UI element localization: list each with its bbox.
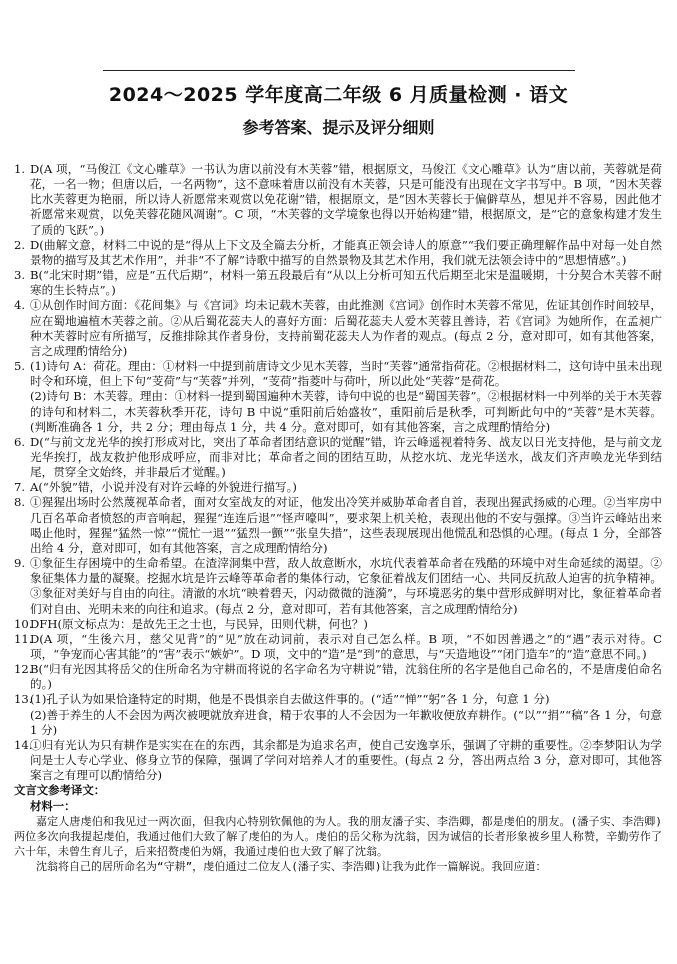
answer-subitem: (1)孔子认为如果恰逢特定的时期，他是不畏惧亲自去做这件事的。(“适”“惮”“躬”各 1 分，句意 1 分)	[30, 692, 550, 707]
answer-item-7: 7. A(“外貌”错，小说并没有对许云峰的外貌进行描写。)	[14, 480, 297, 495]
answer-item-5: 5. (1)诗句 A：荷花。理由：①材料一中提到前唐诗文少见木芙蓉，当时“芙蓉”通常指荷花。②根据材料二，这句诗中虽未出现时令和环境，但上下句“芰荷”与“芙蓉”并列，“芰荷”指菱叶与荷叶，所以此处“芙蓉”是荷花。 (2)诗句 B：木芙蓉。理由：①材料一提到蜀国遍种木芙蓉，诗句中说的也是“蜀国芙蓉”。②根据材料一中列举的关于木芙蓉的诗句和材料二，木芙蓉秋季开花，诗句 B 中说“重阳前后始盛妆”，重阳前后是秋季，可判断此句中的“芙蓉”是木芙蓉。(判断准确各 1 分，共 2 分；理由每点 1 分，共 4 分。意对即可，如有其他答案，言之成理酌情给分)	[14, 359, 662, 434]
answer-text: B(“北宋时期”错，应是“五代后期”，材料一第五段最后有“从以上分析可知五代后期至北宋是温暖期，十分契合木芙蓉不耐寒的生长特点”。)	[30, 268, 662, 298]
answer-item-9: 9. ①象征生存困境中的生命希望。在渣滓洞集中营，敌人故意断水，水坑代表着革命者在残酷的环境中对生命延续的渴望。②象征集体力量的凝聚。挖掘水坑是许云峰等革命者的集体行动，它象征着战友们团结一心、共同反抗敌人迫害的抗争精神。③象征对美好与自由的向往。清澈的水坑“映着碧天，闪动微微的涟漪”，与环境恶劣的集中营形成鲜明对比，象征着革命者们对自由、光明未来的向往和追求。(每点 2 分，意对即可，若有其他答案，言之成理酌情给分)	[14, 556, 662, 616]
answer-item-11: 11. D(A 项，“生後六月，慈父见背”的“见”放在动词前，表示对自己怎么样。B 项，“不如因善遇之”的“遇”表示对待。C 项，“争宠而心害其能”的“害”表示“嫉妒”。D 项，文中的“造”是“到”的意思，与“天造地设”“闭门造车”的“造”意思不同。)	[14, 631, 662, 661]
answer-text: ①猩猩出场时公然蔑视革命者，面对女室战友的对证，他发出冷笑并威胁革命者自首，表现出猩武扬威的心理。②当牢房中几百名革命者愤怒的声音响起，猩猩“连连后退”“怪声嚎叫”，要求架上机关枪，表现出他的不安与强撑。③当许云峰站出来喝止他时，猩猩“猛然一惊”“慌忙一退”“猛烈一颤”“张皇失措”，这些表现展现出他慌乱和恐惧的心理。(每点 1 分，全部答出给 4 分，意对即可，如有其他答案，言之成理酌情给分)	[30, 495, 662, 555]
answer-text: D(A 项，“马俊江《文心雕草》一书认为唐以前没有木芙蓉”错，根据原文，马俊江《文心雕草》认为“唐以前，芙蓉就是荷花，一名一物；但唐以后，一名两物”，这不意味着唐以前没有木芙蓉，只是可能没有出现在文字书写中。B 项，“因木芙蓉比水芙蓉更为艳丽，所以诗人祈愿常来观赏以免花谢”错，根据原文，是“因木芙蓉长于偏僻草丛，想见并不容易，因此他才祈愿常来观赏，以免芙蓉花随风凋谢”。C 项，“木芙蓉的文学境象也得以开始构建”错，根据原文，是“它的意象构建才发生了质的飞跃”。)	[30, 162, 662, 237]
answer-item-4: 4. ①从创作时间方面：《花间集》与《宫词》均未记载木芙蓉，由此推测《宫词》创作时木芙蓉不常见，佐证其创作时间较早，应在蜀地遍植木芙蓉之前。②从后蜀花蕊夫人的喜好方面：后蜀花蕊夫人爱木芙蓉且善诗，若《宫词》为她所作，在孟昶广种木芙蓉时应有所描写，反推排除其作者身份，支持前蜀花蕊夫人为作者的观点。(每点 2 分，意对即可，如有其他答案，言之成理酌情给分)	[14, 298, 662, 358]
answer-text: ①象征生存困境中的生命希望。在渣滓洞集中营，敌人故意断水，水坑代表着革命者在残酷的环境中对生命延续的渴望。②象征集体力量的凝聚。挖掘水坑是许云峰等革命者的集体行动，它象征着战友们团结一心、共同反抗敌人迫害的抗争精神。③象征对美好与自由的向往。清澈的水坑“映着碧天，闪动微微的涟漪”，与环境恶劣的集中营形成鲜明对比，象征着革命者们对自由、光明未来的向往和追求。(每点 2 分，意对即可，若有其他答案，言之成理酌情给分)	[30, 556, 662, 616]
answer-text: D(曲解文意，材料二中说的是“得从上下文及全篇去分析，才能真正领会诗人的原意”“我们要正确理解作品中对每一处自然景物的描写及其艺术作用”，并非“不了解”诗歌中描写的自然景物及其艺术作用，我们就无法领会诗中的“思想情感”。)	[30, 237, 662, 267]
answer-item-12: 12. B(“归有光因其将岳父的住所命名为守耕而将说的名字命名为守耕说”错，沈翁住所的名字是他自己命名的，不是唐虔伯命名的。)	[14, 662, 662, 692]
answer-text: D(“与前文龙光华的挨打形成对比，突出了革命者团结意识的觉醒”错，许云峰遥视着特务、战友以日光支持他，是与前文龙光华挨打，战友救护他形成呼应，而非对比；革命者之间的团结互助，从挖水坑、龙光华送水，战友们齐声唤龙光华到结尾，贯穿全文始终，并非最后才觉醒。)	[30, 434, 662, 480]
translation-heading: 文言文参考译文：	[14, 783, 106, 798]
answer-item-2: 2. D(曲解文意，材料二中说的是“得从上下文及全篇去分析，才能真正领会诗人的原意”“我们要正确理解作品中对每一处自然景物的描写及其艺术作用”，并非“不了解”诗歌中描写的自然景物及其艺术作用，我们就无法领会诗中的“思想情感”。)	[14, 237, 662, 267]
answer-subitem: (2)诗句 B：木芙蓉。理由：①材料一提到蜀国遍种木芙蓉，诗句中说的也是“蜀国芙蓉”。②根据材料一中列举的关于木芙蓉的诗句和材料二，木芙蓉秋季开花，诗句 B 中说“重阳前后始盛妆”，重阳前后是秋季，可判断此句中的“芙蓉”是木芙蓉。(判断准确各 1 分，共 2 分；理由每点 1 分，共 4 分。意对即可，如有其他答案，言之成理酌情给分)	[30, 389, 662, 434]
answer-text: ①从创作时间方面：《花间集》与《宫词》均未记载木芙蓉，由此推测《宫词》创作时木芙蓉不常见，佐证其创作时间较早，应在蜀地遍植木芙蓉之前。②从后蜀花蕊夫人的喜好方面：后蜀花蕊夫人爱木芙蓉且善诗，若《宫词》为她所作，在孟昶广种木芙蓉时应有所描写，反推排除其作者身份，支持前蜀花蕊夫人为作者的观点。(每点 2 分，意对即可，如有其他答案，言之成理酌情给分)	[30, 298, 662, 358]
answer-text: A(“外貌”错，小说并没有对许云峰的外貌进行描写。)	[30, 480, 297, 495]
page-subtitle: 参考答案、提示及评分细则	[242, 118, 435, 137]
answer-item-1: 1. D(A 项，“马俊江《文心雕草》一书认为唐以前没有木芙蓉”错，根据原文，马俊江《文心雕草》认为“唐以前，芙蓉就是荷花，一名一物；但唐以后，一名两物”，这不意味着唐以前没有木芙蓉，只是可能没有出现在文字书写中。B 项，“因木芙蓉比水芙蓉更为艳丽，所以诗人祈愿常来观赏以免花谢”错，根据原文，是“因木芙蓉长于偏僻草丛，想见并不容易，因此他才祈愿常来观赏，以免芙蓉花随风凋谢”。C 项，“木芙蓉的文学境象也得以开始构建”错，根据原文，是“它的意象构建才发生了质的飞跃”。)	[14, 162, 662, 237]
answer-item-6: 6. D(“与前文龙光华的挨打形成对比，突出了革命者团结意识的觉醒”错，许云峰遥视着特务、战友以日光支持他，是与前文龙光华挨打，战友救护他形成呼应，而非对比；革命者之间的团结互助，从挖水坑、龙光华送水，战友们齐声唤龙光华到结尾，贯穿全文始终，并非最后才觉醒。)	[14, 434, 662, 480]
answer-item-14: 14. ①归有光认为只有耕作是实实在在的东西，其余都是为追求名声，使自己安逸享乐，强调了守耕的重要性。②李梦阳认为学问是士人专心学业、修身立节的保障，强调了学问对培养人才的重要性。(每点 2 分，答出两点给 3 分，意对即可，其他答案言之有理可以酌情给分)	[14, 737, 662, 783]
header-rule	[103, 70, 575, 71]
page-title: 2024～2025 学年度高二年级 6 月质量检测 · 语文	[108, 84, 569, 106]
answer-item-3: 3. B(“北宋时期”错，应是“五代后期”，材料一第五段最后有“从以上分析可知五代后期至北宋是温暖期，十分契合木芙蓉不耐寒的生长特点”。)	[14, 268, 662, 298]
answer-subitem: (2)善于养生的人不会因为两次被哽就放弃进食，精于农事的人不会因为一年歉收便放弃耕作。(“以”“捐”“稿”各 1 分，句意 1 分)	[30, 707, 662, 737]
translation-paragraph: 沈翁将自己的居所命名为“守耕”，虔伯通过二位友人(潘子实、李浩卿)让我为此作一篇解说。我回应道：	[36, 860, 547, 874]
material-label: 材料一：	[30, 798, 76, 813]
answer-text: ①归有光认为只有耕作是实实在在的东西，其余都是为追求名声，使自己安逸享乐，强调了守耕的重要性。②李梦阳认为学问是士人专心学业、修身立节的保障，强调了学问对培养人才的重要性。(每点 2 分，答出两点给 3 分，意对即可，其他答案言之有理可以酌情给分)	[30, 737, 662, 783]
translation-paragraph: 嘉定人唐虔伯和我见过一两次面，但我内心特别钦佩他的为人。我的朋友潘子实、李浩卿，都是虔伯的朋友。(潘子实、李浩卿)两位多次向我提起虔伯，我通过他们大致了解了虔伯的为人。虔伯的岳父称为沈翁，因为诚信的长者形象被乡里人称赞，辛勤劳作了六十年，未曾生育儿子，后来招赘虔伯为婿，我通过虔伯也大致了解了沈翁。	[14, 814, 662, 859]
answer-text: DFH(原文标点为：是故先王之士也，与民异，田则代耕，何也？)	[30, 616, 368, 631]
answer-item-10: 10. DFH(原文标点为：是故先王之士也，与民异，田则代耕，何也？)	[14, 616, 368, 631]
answer-text: D(A 项，“生後六月，慈父见背”的“见”放在动词前，表示对自己怎么样。B 项，“不如因善遇之”的“遇”表示对待。C 项，“争宠而心害其能”的“害”表示“嫉妒”。D 项，文中的“造”是“到”的意思，与“天造地设”“闭门造车”的“造”意思不同。)	[30, 631, 662, 661]
answer-body	[14, 162, 662, 874]
answer-item-8: 8. ①猩猩出场时公然蔑视革命者，面对女室战友的对证，他发出冷笑并威胁革命者自首，表现出猩武扬威的心理。②当牢房中几百名革命者愤怒的声音响起，猩猩“连连后退”“怪声嚎叫”，要求架上机关枪，表现出他的不安与强撑。③当许云峰站出来喝止他时，猩猩“猛然一惊”“慌忙一退”“猛烈一颤”“张皇失措”，这些表现展现出他慌乱和恐惧的心理。(每点 1 分，全部答出给 4 分，意对即可，如有其他答案，言之成理酌情给分)	[14, 495, 662, 555]
answer-subitem: (1)诗句 A：荷花。理由：①材料一中提到前唐诗文少见木芙蓉，当时“芙蓉”通常指荷花。②根据材料二，这句诗中虽未出现时令和环境，但上下句“芰荷”与“芙蓉”并列，“芰荷”指菱叶与荷叶，所以此处“芙蓉”是荷花。	[30, 359, 662, 389]
answer-item-13: 13. (1)孔子认为如果恰逢特定的时期，他是不畏惧亲自去做这件事的。(“适”“惮”“躬”各 1 分，句意 1 分) (2)善于养生的人不会因为两次被哽就放弃进食，精于农事的人不会因为一年歉收便放弃耕作。(“以”“捐”“稿”各 1 分，句意 1 分)	[14, 692, 662, 737]
answer-text: B(“归有光因其将岳父的住所命名为守耕而将说的名字命名为守耕说”错，沈翁住所的名字是他自己命名的，不是唐虔伯命名的。)	[30, 662, 662, 692]
